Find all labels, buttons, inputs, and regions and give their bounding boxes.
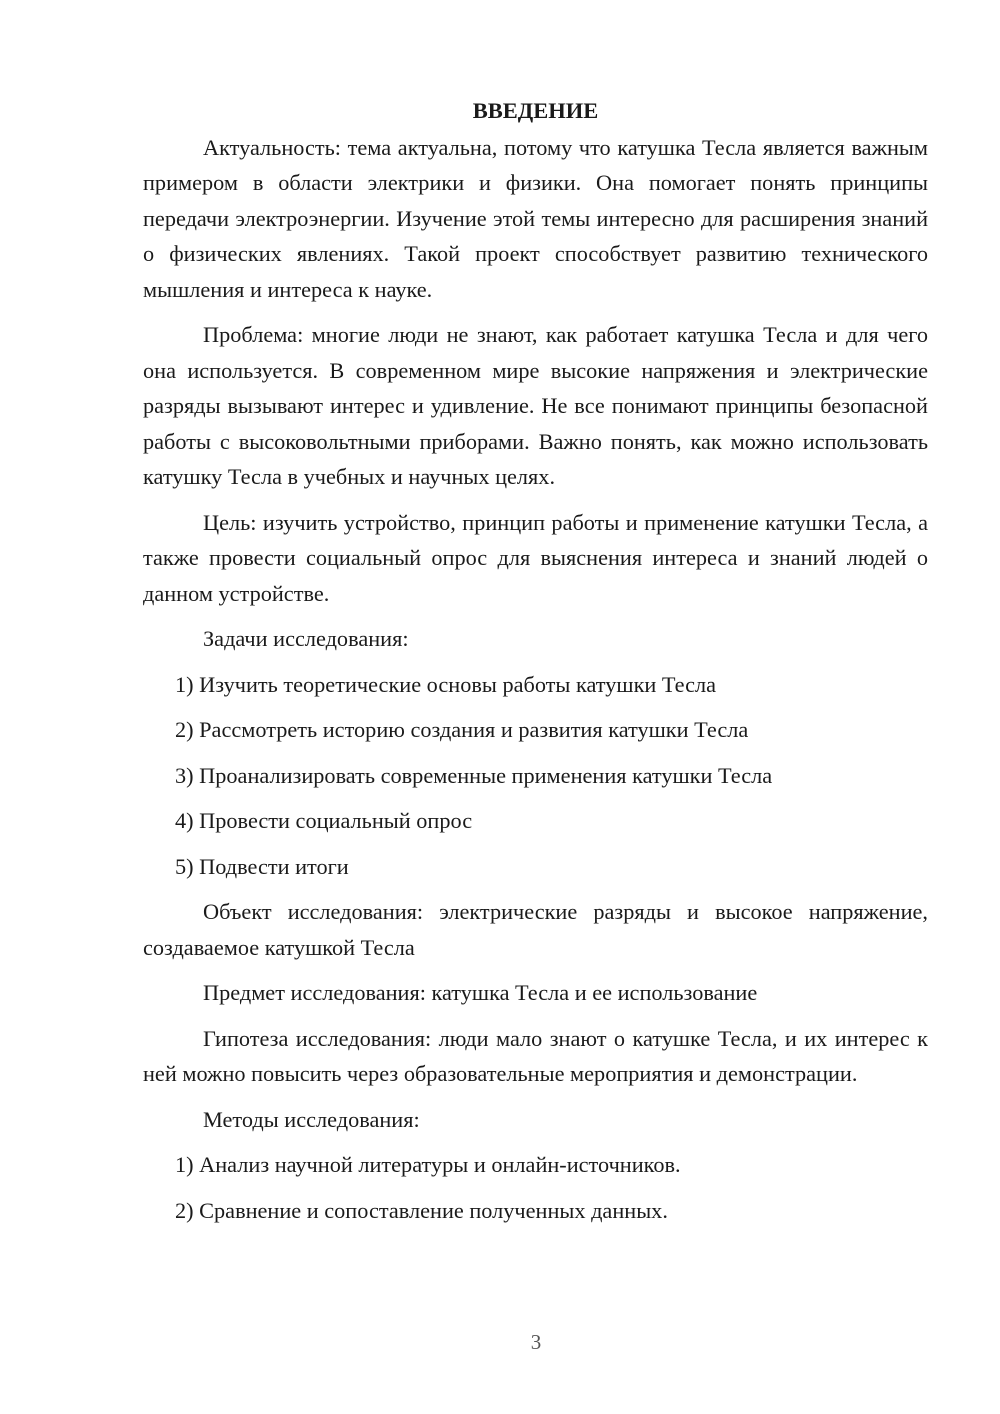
methods-label: Методы исследования: <box>203 1106 420 1132</box>
object-paragraph: Объект исследования: электрические разряды и высокое напряжение, создаваемое катушкой Тесла <box>143 899 928 960</box>
hypothesis-paragraph: Гипотеза исследования: люди мало знают о катушке Тесла, и их интерес к ней можно повысить через образовательные мероприятия и демонстрации. <box>143 1025 928 1086</box>
problem-paragraph: Проблема: многие люди не знают, как работает катушка Тесла и для чего она используется. В современном мире высокие напряжения и электрические разряды вызывают интерес и удивление. Не все понимают принципы безопасной работы с высоковольтными приборами. Важно понять, как можно использовать катушку Тесла в учебных и научных целях. <box>143 322 928 489</box>
section-title: ВВЕДЕНИЕ <box>472 98 599 123</box>
method-item: 2) Сравнение и сопоставление полученных данных. <box>175 1197 668 1223</box>
goal-paragraph: Цель: изучить устройство, принцип работы и применение катушки Тесла, а также провести социальный опрос для выяснения интереса и знаний людей о данном устройстве. <box>143 509 928 606</box>
tasks-label: Задачи исследования: <box>203 626 409 651</box>
subject-paragraph: Предмет исследования: катушка Тесла и ее использование <box>203 980 758 1005</box>
relevance-paragraph: Актуальность: тема актуальна, потому что катушка Тесла является важным примером в области электрики и физики. Она помогает понять принципы передачи электроэнергии. Изучение этой темы интересно для расширения знаний о физических явлениях. Такой проект способствует развитию технического мышления и интереса к науке. <box>143 134 928 302</box>
page-content <box>143 93 928 1238</box>
task-item: 1) Изучить теоретические основы работы катушки Тесла <box>175 671 717 697</box>
task-item: 5) Подвести итоги <box>175 853 349 879</box>
method-item: 1) Анализ научной литературы и онлайн-источников. <box>175 1152 681 1177</box>
task-item: 3) Проанализировать современные применения катушки Тесла <box>175 762 773 788</box>
task-item: 2) Рассмотреть историю создания и развития катушки Тесла <box>175 717 749 742</box>
page-number: 3 <box>530 1330 542 1354</box>
task-item: 4) Провести социальный опрос <box>175 808 473 833</box>
